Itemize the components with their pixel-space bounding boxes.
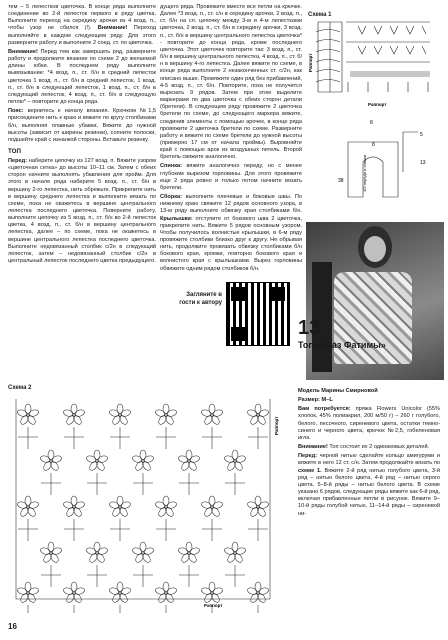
petal-symbol xyxy=(48,450,54,460)
petal-symbol xyxy=(209,404,215,414)
paragraph: Перед: наберите цепочку из 127 возд. п. Вяжите узором «цветочная сетка» до высоты 10–11 см. Затем с обеих сторон начните выполнять убавления для пройм. Для этого в начале ряда наберите 5 возд. п., ст. б/н в вершину 2-го лепестка, нить обрежьте. Прикрепите нить в вершину среднего лепестка и выполните вязать по схеме, пока не окажетесь в вершине центрального лепестка последнего цветочка. Поверните работу, выполните цепочку из 5 возд. п., ст. б/н во 2-й лепесток цветка, 4 возд. п., ст. б/н в вершину центрального лепестка, далее – по схеме, пока не окажетесь в вершине центрального лепестка последнего цветочка. Выполните недовязанный столбик с/2н в следующий лепесток, затем – недовязанный столбик с/2н в центральный лепесток последнего цветка предыдущего. xyxy=(8,157,157,265)
chain-link-symbol xyxy=(64,605,84,613)
scheme-2-diagram xyxy=(8,385,296,613)
qr-code[interactable] xyxy=(226,282,290,346)
model-author: Модель Марины Смирновой xyxy=(298,388,378,394)
paragraph: тем – 5 лепестков цветочка. В конце ряда выполните соединение во 2-й лепесток первого в ряду цветка. Выполните переход на середину арочки из 4 возд. п., чтобы узор не сбился (!). Внимание! Переход выполняйте в каждом следующем ряду. Для этого разверните работу и выполните 2 соед. ст. по цветочка. xyxy=(8,4,156,46)
petal-symbol xyxy=(71,404,77,414)
petal-symbol xyxy=(25,404,31,414)
chain-link-symbol xyxy=(18,519,38,541)
petal-symbol xyxy=(163,496,169,506)
petal-symbol xyxy=(117,404,123,414)
chain-link-symbol xyxy=(64,519,84,541)
scheme-1-chart xyxy=(308,12,440,212)
chain-link-symbol xyxy=(156,427,176,449)
chain-link-symbol xyxy=(248,605,268,613)
petal-symbol xyxy=(186,450,192,460)
chain-link-symbol xyxy=(225,565,245,587)
chain-link-symbol xyxy=(202,427,222,449)
chain-link-symbol xyxy=(225,473,245,495)
chain-link-symbol xyxy=(110,519,130,541)
petal-symbol xyxy=(94,450,100,460)
chain-link-symbol xyxy=(248,427,268,449)
chain-link-symbol xyxy=(133,473,153,495)
dim-right-a: 5 xyxy=(420,132,423,138)
project-title-block xyxy=(298,318,440,350)
paragraph: Пояс: вернитесь к началу вязания. Крючком №1,5 присоедините нить к краю и вяжите по кругу столбиками б/н, выполняя плавные убавки. Вяжите до нужной высоты (зависит от ширины резинки), сопните полоски, подшейте край с изнанкой стороны. Вставьте резинку. xyxy=(8,108,156,143)
dim-right-b: 13 xyxy=(420,160,426,166)
photo-face xyxy=(364,236,386,262)
petal-symbol xyxy=(140,450,146,460)
qr-caption: Загляните в гости к автору xyxy=(179,292,222,306)
dim-left: 38 xyxy=(338,178,344,184)
petal-symbol xyxy=(48,542,54,552)
petal-symbol xyxy=(232,450,238,460)
chain-link-symbol xyxy=(18,605,38,613)
chain-link-symbol xyxy=(87,473,107,495)
petal-symbol xyxy=(117,496,123,506)
project-number: 13 xyxy=(298,317,321,339)
petal-symbol xyxy=(25,496,31,506)
petal-symbol xyxy=(163,404,169,414)
size-info: Размер: M–L xyxy=(298,397,333,404)
petal-symbol xyxy=(232,542,238,552)
page-number: 16 xyxy=(8,622,17,631)
scheme-1-note: 1/2 переда и спинки xyxy=(362,154,367,192)
petal-symbol xyxy=(255,582,261,592)
petal-symbol xyxy=(71,496,77,506)
dim-top: 8 xyxy=(370,120,373,126)
paragraph: Внимание! Топ состоит их 2 одинаковых деталей. xyxy=(298,444,430,451)
text-column-3 xyxy=(298,388,440,520)
petal-symbol xyxy=(255,404,261,414)
project-name: Топ «Глаз Фатимы» xyxy=(298,340,386,350)
scheme-1-title: Схема 1 xyxy=(308,12,332,18)
paragraph: дущего ряда. Провяжите вместе все петли на крючке. Далее *3 возд. п., ст. с/н в середину арочки, 2 возд. п., ст. б/н на сп. цепочку между 3-м и 4-м лепестками цветочка, 2 возд. п., ст. б/н в середину арочки, 3 возд. п., ст. б/н в вершину центрального лепестка цветочка* - повторите до конца ряда, кроме последнего цветочка. Этот цветочек повторите так: 3 возд. п., ст. б/н в вершину центрального лепестка, 4 возд. п., ст. б/н в вершину 4-го лепестка. Далее вяжите по схеме, в конце ряда выполните 2 незаконченных ст. с/2н, как описано выше. Провяжите один ряд без прибавлений, 4-5 возд. п., ст. б/н. Повторите, пока не получится вырезать 9 рядов. Затем при этом выделите маркерами по два цветочка с обеих сторон детали (бретели). В следующем ряду провяжите 2 цветочка бретели по схеме, до следующего маркера вяжите, соединив элементы с помощью арочек, в конце ряда провяжите 2 цветочка бретели по схеме. Разверните работу и вяжите по схеме бретели до нужной высоты (примерно 17 см от начала проймы). Выровняйте край с помощью арок из воздушных петель. Второй бретель свяжите аналогично. xyxy=(160,4,302,161)
text-column-1 xyxy=(8,4,156,267)
paragraph: Сборка: выполните плечевые и боковые швы. По нижнему краю свяжите 12 рядов основного узора, в 13-м ряду выполните обвязку края столбиками б/н. Крылышки: отступите от бокового шва 2 цветочка, прикрепите нить. Вяжите 5 рядов основным узором. Чтобы получилось волнистые крылышки, в 6-м ряду провяжите столбики близко друг к другу. Не обрывая нить, продолжите провязать обвязку столбиками б/н бокового края, кромки, повторно бокового края и волнистого края с крылышками. Вырез горловины обвяжите одним рядом столбиков б/н. xyxy=(160,194,302,272)
scheme-2-rapport-v: Раппорт xyxy=(274,416,279,435)
scheme-2-chart xyxy=(8,395,296,613)
paragraph: Внимание! Перед тем как завершить ряд, разверните работу и продолжите вязание по схеме 2 до желаемой длины юбки. В последнем ряду выполните вывязывание: *4 возд. п., ст. б/н в средний лепесток цветочка 1 возд. п., ст. б/н в средний лепесток, 1 возд. п., ст. б/н в следующий лепесток, 1 возд. п., ст. б/н в следующий лепесток, 4 возд. п., ст. б/н в следующую петлю* – повторите до конца ряда. xyxy=(8,48,156,106)
paragraph: Спинка: вяжите аналогично переду, но с менее глубоким вырезом горловины. Для этого провяжите еще 2 ряда ровно и только потом начните вязать бретели. xyxy=(160,163,302,191)
scheme-1-rapport-v: Раппорт xyxy=(308,53,313,72)
chain-link-symbol xyxy=(18,427,38,449)
chain-link-symbol xyxy=(110,605,130,613)
dim-mid: 8 xyxy=(372,142,375,148)
chain-link-symbol xyxy=(110,427,130,449)
scheme-1-rapport-h: Раппорт xyxy=(368,102,387,107)
chain-link-symbol xyxy=(41,473,61,495)
scheme-2-rapport-h: Раппорт xyxy=(204,603,223,608)
scheme-1-diagram xyxy=(308,12,440,212)
chain-link-symbol xyxy=(64,427,84,449)
model-photo xyxy=(306,222,444,380)
petal-symbol xyxy=(94,542,100,552)
chain-link-symbol xyxy=(179,565,199,587)
petal-symbol xyxy=(209,582,215,592)
petal-symbol xyxy=(186,542,192,552)
paragraph: Вам потребуется: пряжа Flowers Unicolor (55% хлопок, 45% полиакрил, 200 м/50 г) – 260 г голубого, белого, песочного, сиреневого цвета, остатки темно-синего и черного цвета, крючок №2,5, гобеленовая игла. xyxy=(298,406,440,441)
petal-symbol xyxy=(209,496,215,506)
chain-link-symbol xyxy=(87,565,107,587)
section-heading-top: ТОП xyxy=(8,147,21,155)
chain-link-symbol xyxy=(156,605,176,613)
petal-symbol xyxy=(255,496,261,506)
chain-link-symbol xyxy=(133,565,153,587)
chain-link-symbol xyxy=(156,519,176,541)
chain-link-symbol xyxy=(202,519,222,541)
petal-symbol xyxy=(25,582,31,592)
chain-link-symbol xyxy=(41,565,61,587)
text-column-2 xyxy=(160,4,302,275)
paragraph: Перед: черной нитью сделайте кольцо амигуруми и вяжите в него 12 ст. с/н. Затем продолжайте вязать по схеме 1. Вяжите 2-й ряд нитью голубого цвета, 3-й ряд – нитью белого цвета, 4-й ряд – нитью серого цвета, 5–8-й ряды – нитью белого цвета. В схеме указано 6 рядов, следующие ряды вяжите как 6-й ряд, включая прибавленные петли в рисунок. Вяжите 9–10-й ряды голубой нитью, 11–14-й ряды – сиреневой ни- xyxy=(298,453,440,517)
petal-symbol xyxy=(117,582,123,592)
scheme-2-title: Схема 2 xyxy=(8,385,32,391)
petal-symbol xyxy=(71,582,77,592)
petal-symbol xyxy=(163,582,169,592)
chain-link-symbol xyxy=(179,473,199,495)
petal-symbol xyxy=(140,542,146,552)
chain-link-symbol xyxy=(248,519,268,541)
